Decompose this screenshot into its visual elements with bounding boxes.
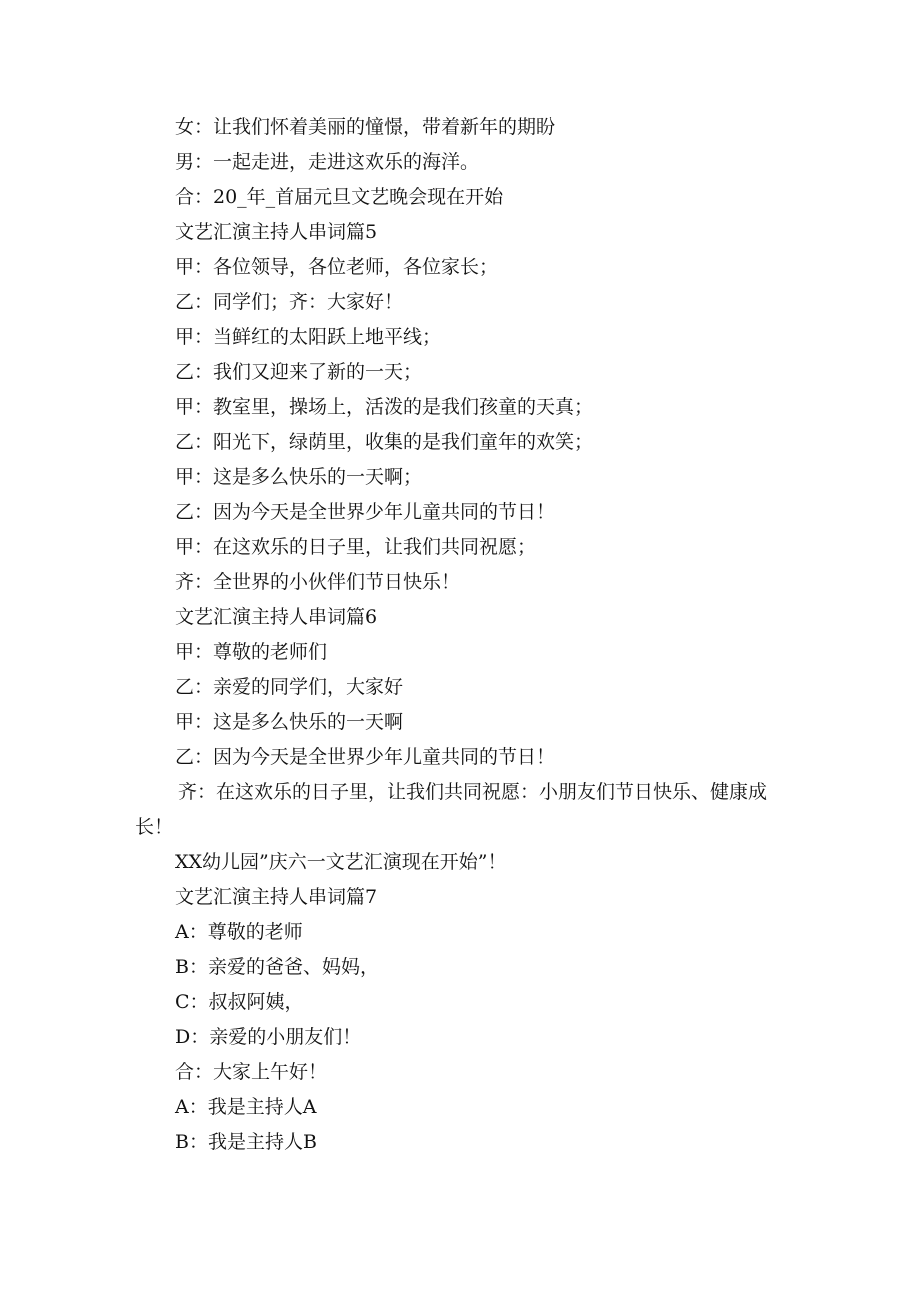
dialogue-line: 合：大家上午好！: [175, 1061, 328, 1083]
dialogue-line: 男：一起走进，走进这欢乐的海洋。: [175, 151, 480, 173]
dialogue-line: 甲：教室里，操场上，活泼的是我们孩童的天真；: [175, 396, 594, 418]
dialogue-line: 乙：同学们；齐：大家好！: [175, 291, 404, 313]
dialogue-line: B：我是主持人B: [175, 1131, 317, 1153]
dialogue-line: B：亲爱的爸爸、妈妈，: [175, 956, 379, 978]
dialogue-line: C：叔叔阿姨，: [175, 991, 304, 1013]
dialogue-line: 齐：全世界的小伙伴们节日快乐！: [175, 571, 461, 593]
dialogue-line: 乙：亲爱的同学们，大家好: [175, 676, 404, 698]
section-heading: 文艺汇演主持人串词篇7: [175, 886, 378, 908]
dialogue-line: 甲：当鲜红的太阳跃上地平线；: [175, 326, 442, 348]
dialogue-paragraph: 齐：在这欢乐的日子里，让我们共同祝愿：小朋友们节日快乐、健康成长！: [135, 781, 768, 838]
section-heading: 文艺汇演主持人串词篇5: [175, 221, 378, 243]
dialogue-line: 甲：这是多么快乐的一天啊: [175, 711, 404, 733]
dialogue-line: A：我是主持人A: [175, 1096, 317, 1118]
dialogue-line: 甲：尊敬的老师们: [175, 641, 328, 663]
dialogue-line: 甲：在这欢乐的日子里，让我们共同祝愿；: [175, 536, 537, 558]
dialogue-line: 合：20_年_首届元旦文艺晚会现在开始: [175, 186, 504, 208]
dialogue-line: D：亲爱的小朋友们！: [175, 1026, 362, 1048]
dialogue-line: 乙：因为今天是全世界少年儿童共同的节日！: [175, 501, 556, 523]
dialogue-line: A：尊敬的老师: [175, 921, 303, 943]
dialogue-line: 甲：这是多么快乐的一天啊；: [175, 466, 423, 488]
dialogue-line: 乙：我们又迎来了新的一天；: [175, 361, 423, 383]
dialogue-line: XX幼儿园”庆六一文艺汇演现在开始”！: [175, 851, 507, 873]
document-body: [135, 110, 785, 1160]
dialogue-line: 女：让我们怀着美丽的憧憬，带着新年的期盼: [175, 116, 556, 138]
dialogue-line: 乙：阳光下，绿荫里，收集的是我们童年的欢笑；: [175, 431, 594, 453]
dialogue-line: 乙：因为今天是全世界少年儿童共同的节日！: [175, 746, 556, 768]
dialogue-line: 甲：各位领导，各位老师，各位家长；: [175, 256, 499, 278]
section-heading: 文艺汇演主持人串词篇6: [175, 606, 378, 628]
